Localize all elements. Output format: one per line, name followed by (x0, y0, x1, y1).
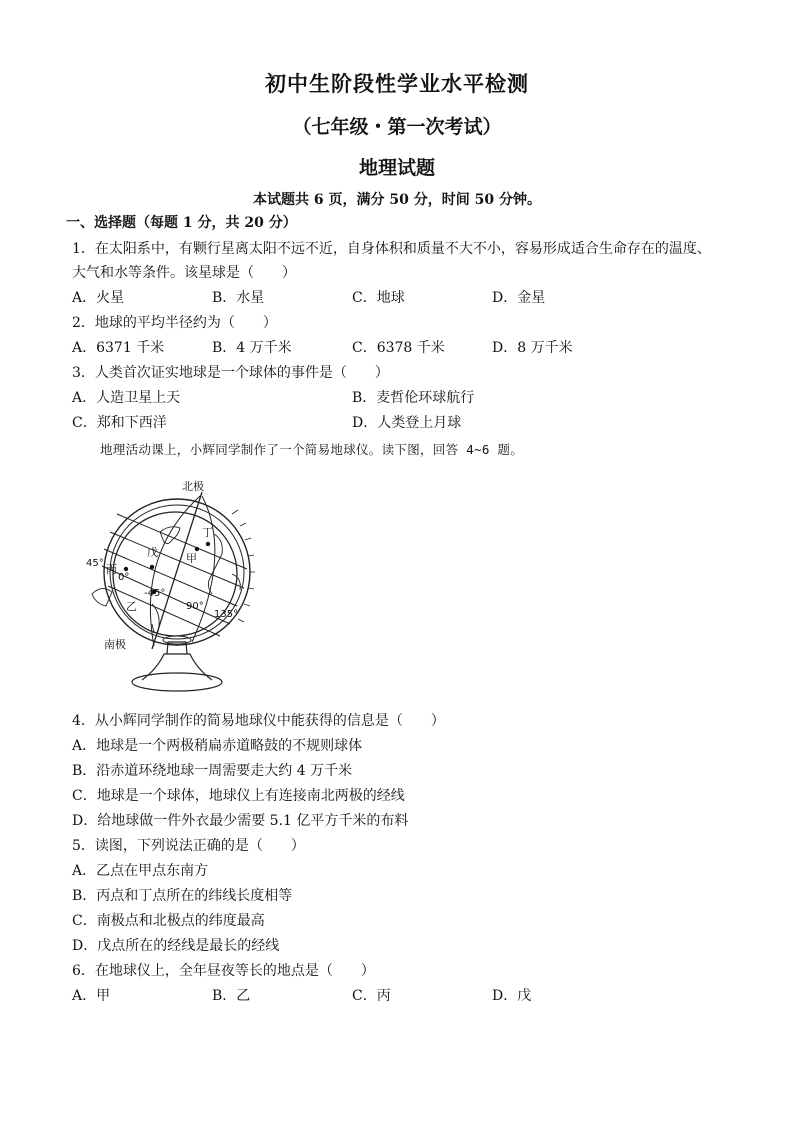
q1-option-c[interactable]: C．地球 (352, 290, 405, 306)
q4-option-a[interactable]: A．地球是一个两极稍扁赤道略鼓的不规则球体 (72, 738, 363, 754)
q3-option-a[interactable]: A．人造卫星上天 (72, 390, 181, 406)
globe-diagram (82, 474, 257, 699)
q5-option-d[interactable]: D．戊点所在的经线是最长的经线 (72, 938, 280, 954)
q3-option-d[interactable]: D．人类登上月球 (352, 415, 462, 431)
q4-stem: 4．从小辉同学制作的简易地球仪中能获得的信息是（ ） (72, 713, 445, 729)
label-lon-90: 90° (186, 601, 204, 612)
q2-option-d[interactable]: D．8 万千米 (492, 340, 573, 356)
q4-option-d[interactable]: D．给地球做一件外衣最少需要 5.1 亿平方千米的布料 (72, 813, 409, 829)
section-heading: 一、选择题（每题 1 分，共 20 分） (66, 215, 297, 231)
label-lat-45: 45° (86, 558, 104, 569)
q1-option-a[interactable]: A．火星 (72, 290, 125, 306)
q1-stem-line2: 大气和水等条件。该星球是（ ） (72, 265, 296, 281)
globe-figure (82, 474, 257, 699)
reading-intro: 地理活动课上，小辉同学制作了一个简易地球仪。读下图，回答 4~6 题。 (100, 442, 524, 457)
q6-stem: 6．在地球仪上，全年昼夜等长的地点是（ ） (72, 963, 375, 979)
label-lon-135: 135° (214, 609, 239, 620)
q6-option-b[interactable]: B．乙 (212, 988, 251, 1004)
q3-stem: 3．人类首次证实地球是一个球体的事件是（ ） (72, 365, 389, 381)
q3-option-b[interactable]: B．麦哲伦环球航行 (352, 390, 475, 406)
q1-option-b[interactable]: B．水星 (212, 290, 265, 306)
q5-option-c[interactable]: C．南极点和北极点的纬度最高 (72, 913, 265, 929)
q5-option-b[interactable]: B．丙点和丁点所在的纬线长度相等 (72, 888, 293, 904)
q2-option-c[interactable]: C．6378 千米 (352, 340, 445, 356)
q4-option-c[interactable]: C．地球是一个球体，地球仪上有连接南北两极的经线 (72, 788, 405, 804)
q5-stem: 5．读图，下列说法正确的是（ ） (72, 838, 305, 854)
label-wu: 戊 (147, 546, 158, 559)
exam-title: 初中生阶段性学业水平检测 (265, 71, 529, 96)
q2-option-a[interactable]: A．6371 千米 (72, 340, 165, 356)
exam-info: 本试题共 6 页，满分 50 分，时间 50 分钟。 (253, 192, 541, 208)
q6-option-a[interactable]: A．甲 (72, 988, 111, 1004)
label-bing: 丙 (106, 563, 117, 576)
q1-stem-line1: 1．在太阳系中，有颗行星离太阳不远不近，自身体积和质量不大不小，容易形成适合生命存在的温度、 (72, 241, 711, 257)
point-jia (195, 547, 199, 551)
q6-option-d[interactable]: D．戊 (492, 988, 532, 1004)
point-wu (150, 565, 154, 569)
point-ding (206, 542, 210, 546)
label-north-pole: 北极 (182, 480, 204, 493)
q2-stem: 2．地球的平均半径约为（ ） (72, 315, 277, 331)
label-south-pole: 南极 (104, 638, 126, 651)
q6-option-c[interactable]: C．丙 (352, 988, 391, 1004)
q3-option-c[interactable]: C．郑和下西洋 (72, 415, 167, 431)
label-yi: 乙 (126, 600, 137, 613)
point-bing (124, 567, 128, 571)
q4-option-b[interactable]: B．沿赤道环绕地球一周需要走大约 4 万千米 (72, 763, 353, 779)
q2-option-b[interactable]: B．4 万千米 (212, 340, 292, 356)
label-lat-0: 0° (118, 572, 130, 583)
exam-subtitle: （七年级・第一次考试） (292, 116, 502, 138)
label-lat-minus45: -45° (144, 588, 166, 599)
q5-option-a[interactable]: A．乙点在甲点东南方 (72, 863, 209, 879)
label-ding: 丁 (202, 526, 213, 539)
label-jia: 甲 (186, 552, 197, 565)
q1-option-d[interactable]: D．金星 (492, 290, 546, 306)
exam-subject: 地理试题 (358, 157, 435, 179)
